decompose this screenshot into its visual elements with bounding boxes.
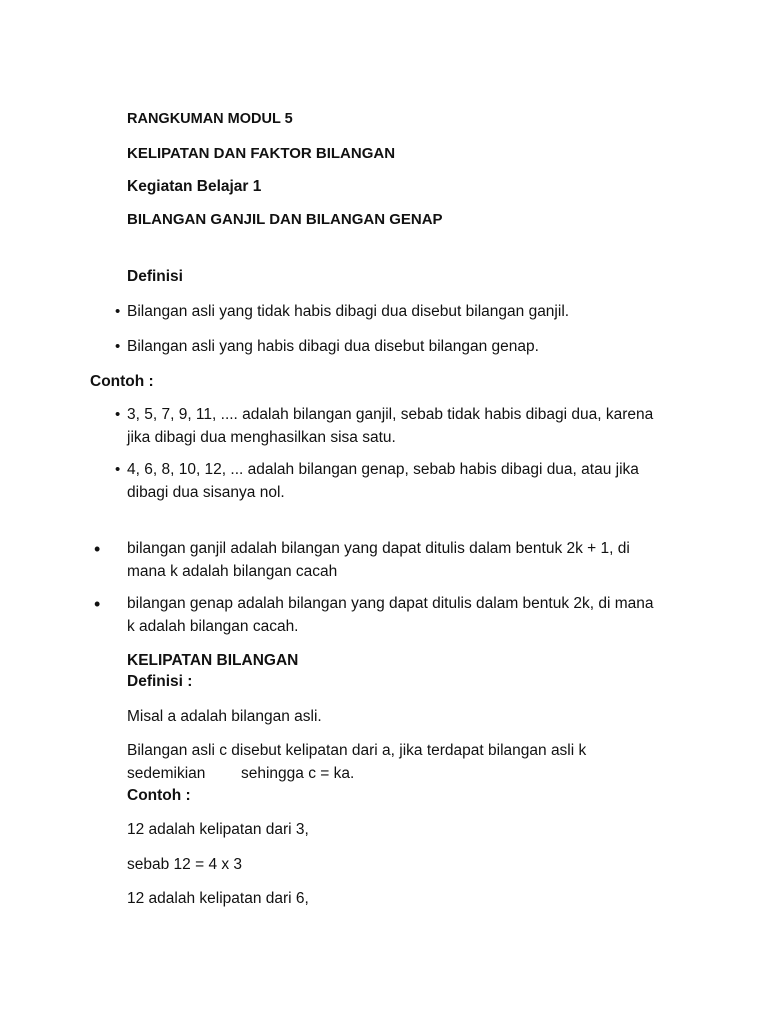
form-item-line: mana k adalah bilangan cacah xyxy=(127,563,338,580)
definition-heading: Definisi xyxy=(127,268,183,285)
module-title: RANGKUMAN MODUL 5 xyxy=(127,111,293,127)
body-text: Misal a adalah bilangan asli. xyxy=(127,708,322,725)
form-item-line: bilangan ganjil adalah bilangan yang dapat ditulis dalam bentuk 2k + 1, di xyxy=(127,540,630,557)
example-line: 12 adalah kelipatan dari 6, xyxy=(127,890,309,907)
form-item-line: k adalah bilangan cacah. xyxy=(127,618,299,635)
bullet-dot: • xyxy=(115,303,121,320)
section-title: BILANGAN GANJIL DAN BILANGAN GENAP xyxy=(127,211,443,228)
kegiatan-belajar: Kegiatan Belajar 1 xyxy=(127,178,262,195)
example-item-line: dibagi dua sisanya nol. xyxy=(127,484,285,501)
example-heading-2: Contoh : xyxy=(127,787,191,804)
kelipatan-heading: KELIPATAN BILANGAN xyxy=(127,652,299,669)
example-item-line: 3, 5, 7, 9, 11, .... adalah bilangan ganjil, sebab tidak habis dibagi dua, karena xyxy=(127,406,654,423)
body-text: sedemikian xyxy=(127,765,206,782)
definition-heading-2: Definisi : xyxy=(127,673,193,690)
example-line: 12 adalah kelipatan dari 3, xyxy=(127,821,309,838)
example-heading: Contoh : xyxy=(90,373,154,390)
body-text: sehingga c = ka. xyxy=(241,765,355,782)
example-line: sebab 12 = 4 x 3 xyxy=(127,856,243,873)
body-text: Bilangan asli c disebut kelipatan dari a, jika terdapat bilangan asli k xyxy=(127,742,587,759)
definition-item: Bilangan asli yang habis dibagi dua disebut bilangan genap. xyxy=(127,338,539,355)
bullet-dot: • xyxy=(115,338,121,355)
bullet-dot: • xyxy=(115,461,121,478)
definition-item: Bilangan asli yang tidak habis dibagi dua disebut bilangan ganjil. xyxy=(127,303,570,320)
bullet-dot: • xyxy=(94,594,101,614)
example-item-line: jika dibagi dua menghasilkan sisa satu. xyxy=(127,429,396,446)
example-item-line: 4, 6, 8, 10, 12, ... adalah bilangan genap, sebab habis dibagi dua, atau jika xyxy=(127,461,639,478)
bullet-dot: • xyxy=(115,406,121,423)
bullet-dot: • xyxy=(94,539,101,559)
module-subtitle: KELIPATAN DAN FAKTOR BILANGAN xyxy=(127,145,396,162)
form-item-line: bilangan genap adalah bilangan yang dapat ditulis dalam bentuk 2k, di mana xyxy=(127,595,654,612)
